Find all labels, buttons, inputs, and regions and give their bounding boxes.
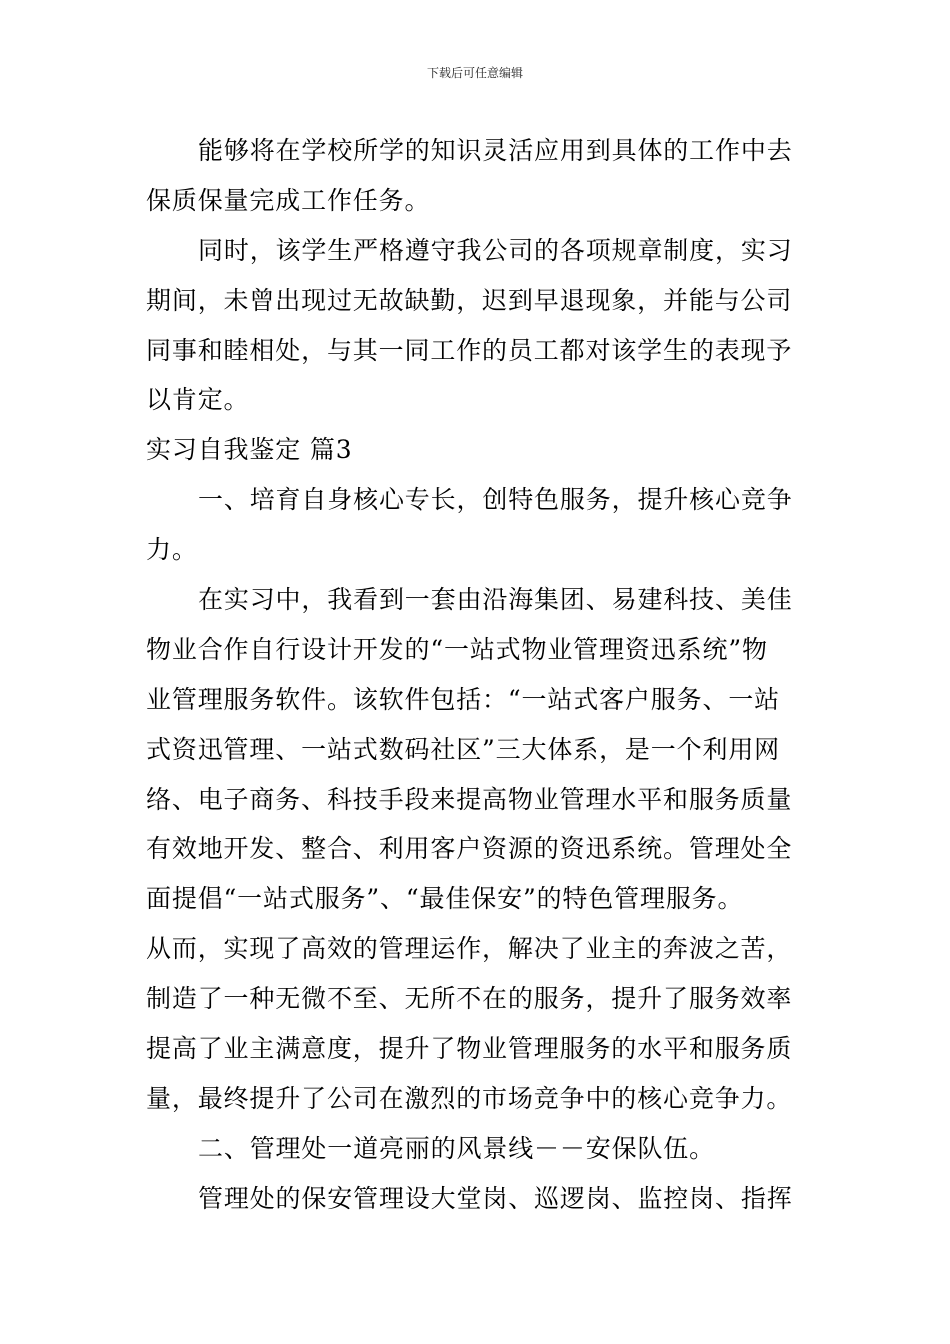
section-heading: 实习自我鉴定 篇3 <box>146 435 353 465</box>
text-line: 以肯定。 <box>146 385 250 415</box>
text-line: 从而，实现了高效的管理运作，解决了业主的奔波之苦， <box>146 934 793 964</box>
text-line: 在实习中，我看到一套由沿海集团、易建科技、美佳 <box>198 585 793 615</box>
text-line: 管理处的保安管理设大堂岗、巡逻岗、监控岗、指挥 <box>198 1183 793 1213</box>
text-line: 能够将在学校所学的知识灵活应用到具体的工作中去 <box>198 136 793 165</box>
text-line: 物业合作自行设计开发的“一站式物业管理资迅系统”物 <box>146 634 768 664</box>
text-line: 同事和睦相处，与其一同工作的员工都对该学生的表现予 <box>146 335 793 365</box>
text-line: 同时，该学生严格遵守我公司的各项规章制度，实习 <box>198 235 793 265</box>
text-line: 提高了业主满意度，提升了物业管理服务的水平和服务质 <box>146 1034 793 1064</box>
text-line: 式资迅管理、一站式数码社区”三大体系，是一个利用网 <box>146 734 781 764</box>
text-line: 保质保量完成工作任务。 <box>146 185 431 215</box>
text-line: 二、管理处一道亮丽的风景线－－安保队伍。 <box>198 1133 716 1163</box>
text-line: 有效地开发、整合、利用客户资源的资迅系统。管理处全 <box>146 834 793 864</box>
page-header: 下载后可任意编辑 <box>426 66 523 80</box>
text-line: 力。 <box>146 535 198 565</box>
text-line: 制造了一种无微不至、无所不在的服务，提升了服务效率 <box>146 984 793 1014</box>
text-line: 期间，未曾出现过无故缺勤，迟到早退现象，并能与公司 <box>146 285 793 315</box>
text-line: 业管理服务软件。该软件包括：“一站式客户服务、一站 <box>146 684 781 714</box>
text-line: 络、电子商务、科技手段来提高物业管理水平和服务质量 <box>146 784 793 814</box>
document-text <box>146 126 810 1224</box>
text-line: 量，最终提升了公司在激烈的市场竞争中的核心竞争力。 <box>146 1083 793 1113</box>
text-line: 一、培育自身核心专长，创特色服务，提升核心竞争 <box>198 485 793 515</box>
document-body <box>146 126 810 1224</box>
text-line: 面提倡“一站式服务”、“最佳保安”的特色管理服务。 <box>146 884 744 914</box>
